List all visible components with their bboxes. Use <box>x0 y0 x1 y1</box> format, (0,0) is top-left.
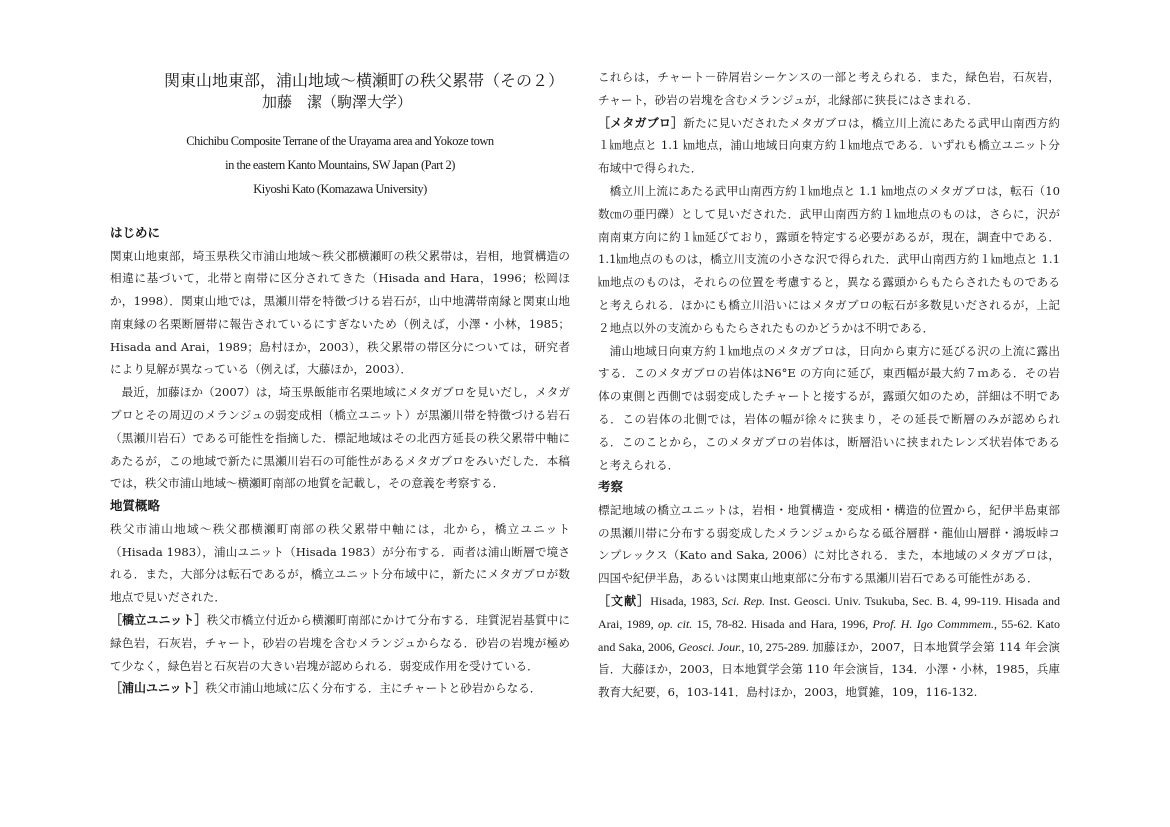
ref-1-rest: Inst. Geosci. Univ. Tsukuba, Sec. B. 4, 99-119. Hisada and Arai, 1989, <box>598 594 1060 631</box>
intro-heading: はじめに <box>110 225 161 240</box>
ref-4-rest: , 10, 275-289. <box>741 639 812 654</box>
author-jp: 加藤 潔（駒澤大学） <box>262 93 413 111</box>
ref-1: Hisada, 1983, <box>650 594 722 609</box>
english-title-block <box>110 128 570 202</box>
intro-paragraph-2: 最近，加藤ほか（2007）は，埼玉県飯能市名栗地域にメタガブロを見いだし，メタガブロとその周辺のメランジュの弱変成相（橋立ユニット）が黒瀬川帯を特徴づける岩石（黒瀬川岩石）である可能性を指摘した．標記地域はその北西方延長の秩父累帯中軸にあたるが，この地域で新たに黒瀬川岩石の可能性があるメタガブロをみいだした．本稿では，秩父市浦山地域～横瀬町南部の地質を記載し，その意義を考察する． <box>110 385 570 491</box>
references <box>598 590 1060 704</box>
urayama-label: ［浦山ユニット］ <box>110 681 206 696</box>
hashidate-paragraph <box>110 609 570 677</box>
metagabbro-paragraph-3: 浦山地域日向東方約１㎞地点のメタガブロは，日向から東方に延びる沢の上流に露出する．このメタガブロの岩体はN6°E の方向に延び，東西幅が最大約７ｍある．その岩体の東側と西側では弱変成したチャートと接するが，露頭欠如のため，詳細は不明である．この岩体の北側では，岩体の幅が徐々に狭まり，その延長で断層のみが認められる．このことから，このメタガブロの岩体は，断層沿いに挟まれたレンズ状岩体であると考えられる． <box>598 343 1060 472</box>
metagabbro-paragraph-2: 橋立川上流にあたる武甲山南西方約１㎞地点と 1.1 ㎞地点のメタガブロは，転石（10 数㎝の亜円礫）として見いだされた．武甲山南西方約１㎞地点のものは，さらに，沢が南南東方向に約１㎞延びており，露頭を特定する必要があるが，現在，調査中である．1.1㎞地点のものは，橋立川支流の小さな沢で得られた．武甲山南西方約１㎞地点と 1.1 ㎞地点のものは，それらの位置を考慮すると，異なる露頭からもたらされたものであると考えられる．ほかにも橋立川沿いにはメタガブロの転石が多数見いだされるが，上記２地点以外の支流からもたらされたものかどうかは不明である． <box>598 183 1060 335</box>
discussion-paragraph: 標記地域の橋立ユニットは，岩相・地質構造・変成相・構造的位置から，紀伊半島東部の黒瀬川帯に分布する弱変成したメランジュからなる砥谷層群・龍仙山層群・鴻坂峠コンプレックス（Kato and Saka, 2006）に対比される．また，本地域のメタガブロは，四国や紀伊半島，あるいは関東山地東部に分布する黒瀬川岩石である可能性がある． <box>598 502 1060 586</box>
ref-2-rest: 15, 78-82. Hisada and Hara, 1996, <box>692 616 873 631</box>
geology-heading: 地質概略 <box>110 498 161 514</box>
ref-2-journal: op. cit. <box>657 616 693 631</box>
geology-paragraph-1: 秩父市浦山地域～秩父郡横瀬町南部の秩父累帯中軸には，北から，橋立ユニット（Hisada 1983），浦山ユニット（Hisada 1983）が分布する．両者は浦山断層で境される．また，大部分は転石であるが，橋立ユニット分布域中に，新たにメタガブロが数地点で見いだされた． <box>110 521 570 605</box>
ref-japanese: 加藤ほか，2007，日本地質学会第 114 年会演旨．大藤ほか，2003，日本地質学会第 110 年会演旨，134．小澤・小林，1985，兵庫教育大紀要，6，103-141．島村ほか，2003，地質雑，109，116-132. <box>598 639 1060 700</box>
author-en: Kiyoshi Kato (Komazawa University) <box>253 182 427 196</box>
ref-3-journal: Prof. H. Igo Commmem. <box>872 616 995 631</box>
intro-paragraph-1: 関東山地東部，埼玉県秩父市浦山地域～秩父郡横瀬町の秩父累帯は，岩相，地質構造の相違に基づいて，北帯と南帯に区分されてきた（Hisada and Hara，1996；松岡ほか，1998）．関東山地では，黒瀬川帯を特徴づける岩石が，山中地溝帯南縁と関東山地南東縁の名栗断層帯に報告されているにすぎないため（例えば，小澤・小林，1985；Hisada and Arai，1989；島村ほか，2003），秩父累帯の帯区分については，研究者により見解が異なっている（例えば，大藤ほか，2003）． <box>110 248 570 377</box>
ref-3-rest: , 55-62. Kato and Saka, 2006, <box>598 616 1060 654</box>
references-label: ［文献］ <box>598 594 651 609</box>
metagabbro-label: ［メタガブロ］ <box>598 115 684 130</box>
left-column <box>110 64 570 700</box>
title-jp: 関東山地東部，浦山地域～横瀬町の秩父累帯（その２） <box>163 71 564 90</box>
metagabbro-text: 新たに見いだされたメタガブロは，橋立川上流にあたる武甲山南西方約１㎞地点と 1.1 ㎞地点，浦山地域日向東方約１㎞地点である．いずれも橋立ユニット分布域中で得られた． <box>598 115 1060 176</box>
ref-4-journal: Geosci. Jour. <box>678 639 742 654</box>
right-column <box>598 66 1060 704</box>
discussion-heading: 考察 <box>598 479 624 495</box>
title-en-line2: in the eastern Kanto Mountains, SW Japan (Part 2) <box>225 158 455 172</box>
urayama-text: 秩父市浦山地域に広く分布する．主にチャートと砂岩からなる． <box>205 681 542 696</box>
urayama-paragraph <box>110 677 570 700</box>
hashidate-label: ［橋立ユニット］ <box>110 612 207 627</box>
hashidate-text: 秩父市橋立付近から横瀬町南部にかけて分布する．珪質泥岩基質中に緑色岩，石灰岩，チャート，砂岩の岩塊を含むメランジュからなる．砂岩の岩塊が極めて少なく，緑色岩と石灰岩の大きい岩塊が認められる．弱変成作用を受けている． <box>110 612 570 673</box>
metagabbro-paragraph-1 <box>598 112 1060 180</box>
ref-1-journal: Sci. Rep. <box>721 594 766 609</box>
title-en-line1: Chichibu Composite Terrane of the Urayama area and Yokoze town <box>186 134 494 148</box>
urayama-continuation: これらは，チャート－砕屑岩シーケンスの一部と考えられる．また，緑色岩，石灰岩，チャート，砂岩の岩塊を含むメランジュが，北縁部に狭長にはさまれる． <box>598 70 1060 107</box>
